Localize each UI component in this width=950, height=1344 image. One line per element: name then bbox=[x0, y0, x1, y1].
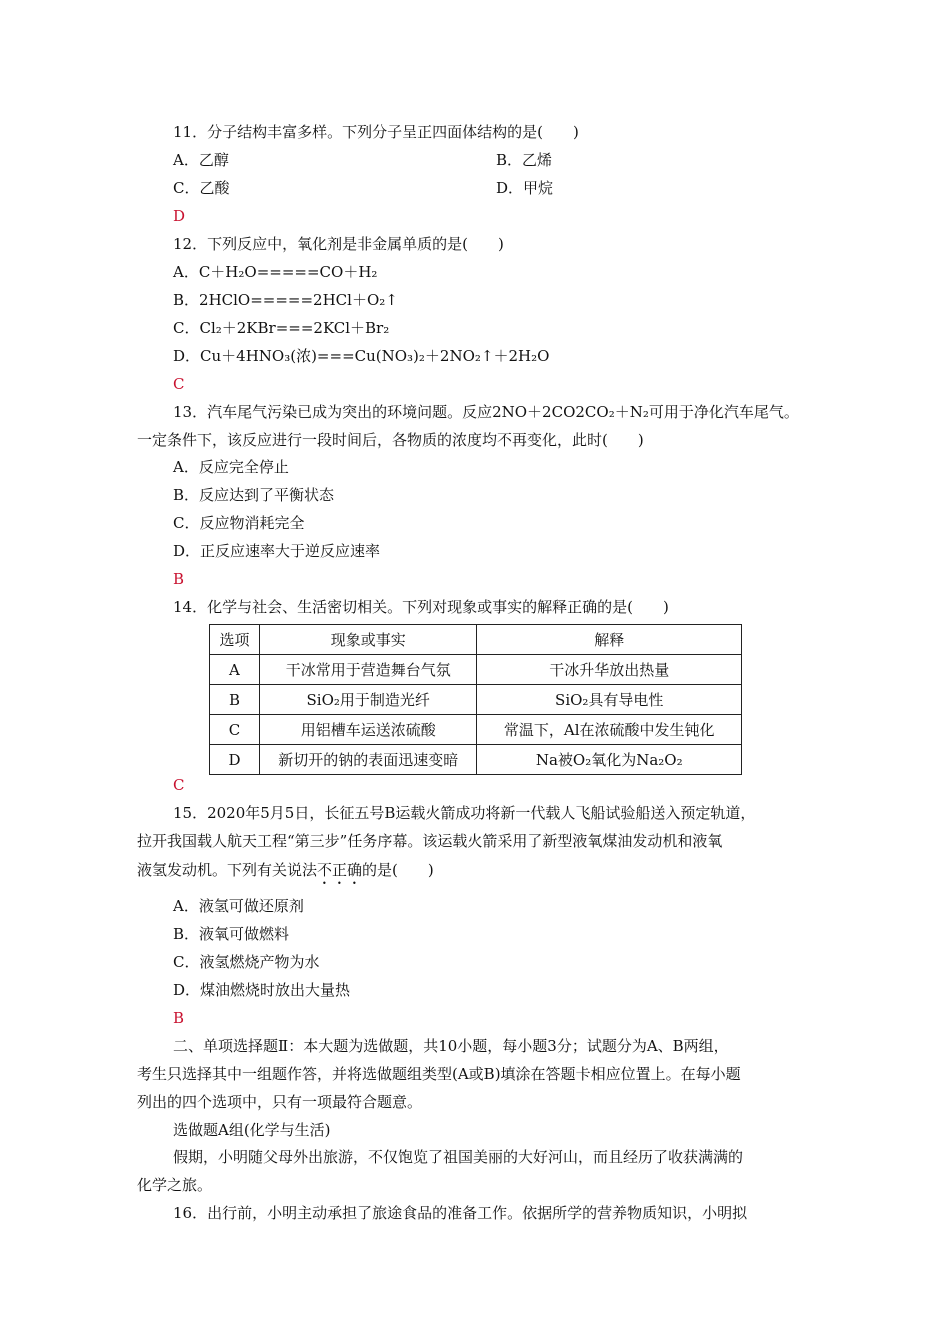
q15-stem-line3 bbox=[137, 860, 434, 888]
q15-stem-line2: 拉开我国载人航天工程“第三步”任务序幕。该运载火箭采用了新型液氧煤油发动机和液氧 bbox=[137, 832, 723, 850]
q15-option-b: B．液氧可做燃料 bbox=[173, 925, 290, 943]
section2-line2: 考生只选择其中一组题作答，并将选做题组类型(A或B)填涂在答题卡相应位置上。在每小题 bbox=[137, 1065, 741, 1083]
table-header-cell: 选项 bbox=[210, 625, 260, 655]
q15-stem-line3-pre: 液氢发动机。下列有关说法 bbox=[137, 861, 318, 879]
table-cell: SiO₂用于制造光纤 bbox=[259, 685, 477, 715]
q15-answer: B bbox=[173, 1009, 185, 1027]
q11-option-a: A．乙醇 bbox=[173, 151, 229, 169]
q16-stem-line1: 16．出行前，小明主动承担了旅途食品的准备工作。依据所学的营养物质知识，小明拟 bbox=[173, 1204, 748, 1222]
table-cell: 干冰常用于营造舞台气氛 bbox=[259, 655, 477, 685]
table-row bbox=[210, 655, 742, 685]
table-cell: B bbox=[210, 685, 260, 715]
table-cell: 常温下，Al在浓硫酸中发生钝化 bbox=[477, 715, 742, 745]
table-cell: C bbox=[210, 715, 260, 745]
q15-option-d: D．煤油燃烧时放出大量热 bbox=[173, 981, 351, 999]
table-cell: 干冰升华放出热量 bbox=[477, 655, 742, 685]
q11-option-d: D．甲烷 bbox=[496, 179, 554, 197]
q11-stem: 11．分子结构丰富多样。下列分子呈正四面体结构的是( ) bbox=[173, 123, 579, 141]
table-header-row bbox=[210, 625, 742, 655]
q13-answer: B bbox=[173, 570, 185, 588]
q15-option-c: C．液氢燃烧产物为水 bbox=[173, 953, 320, 971]
q12-option-a: A．C＋H₂O=====CO＋H₂ bbox=[173, 263, 378, 281]
q14-answer: C bbox=[173, 776, 185, 794]
q15-stem-line1: 15．2020年5月5日，长征五号B运载火箭成功将新一代载人飞船试验船送入预定轨道， bbox=[173, 804, 756, 822]
table-header-cell: 现象或事实 bbox=[259, 625, 477, 655]
q14-stem: 14．化学与社会、生活密切相关。下列对现象或事实的解释正确的是( ) bbox=[173, 598, 669, 616]
q13-option-a: A．反应完全停止 bbox=[173, 458, 289, 476]
q14-table bbox=[209, 624, 742, 775]
group-a-title: 选做题A组(化学与生活) bbox=[173, 1121, 331, 1139]
q13-stem-line2: 一定条件下，该反应进行一段时间后，各物质的浓度均不再变化，此时( ) bbox=[137, 431, 644, 449]
q13-option-c: C．反应物消耗完全 bbox=[173, 514, 305, 532]
q15-option-a: A．液氢可做还原剂 bbox=[173, 897, 304, 915]
table-row bbox=[210, 715, 742, 745]
q12-option-d: D．Cu＋4HNO₃(浓)===Cu(NO₃)₂＋2NO₂↑＋2H₂O bbox=[173, 347, 550, 365]
q12-stem: 12．下列反应中，氧化剂是非金属单质的是( ) bbox=[173, 235, 504, 253]
q15-emphasis-not-correct: 不正确 bbox=[317, 861, 363, 879]
q11-answer: D bbox=[173, 207, 186, 225]
q12-option-c: C．Cl₂＋2KBr===2KCl＋Br₂ bbox=[173, 319, 390, 337]
q13-option-d: D．正反应速率大于逆反应速率 bbox=[173, 542, 381, 560]
q11-option-c: C．乙酸 bbox=[173, 179, 230, 197]
table-row bbox=[210, 685, 742, 715]
q12-answer: C bbox=[173, 375, 185, 393]
table-cell: SiO₂具有导电性 bbox=[477, 685, 742, 715]
table-cell: D bbox=[210, 745, 260, 775]
section2-line3: 列出的四个选项中，只有一项最符合题意。 bbox=[137, 1093, 423, 1111]
table-row bbox=[210, 745, 742, 775]
intro-line2: 化学之旅。 bbox=[137, 1176, 213, 1194]
table-cell: 用铝槽车运送浓硫酸 bbox=[259, 715, 477, 745]
q15-stem-line3-post: 的是( ) bbox=[362, 861, 434, 879]
table-cell: A bbox=[210, 655, 260, 685]
q11-option-b: B．乙烯 bbox=[496, 151, 553, 169]
table-cell: Na被O₂氧化为Na₂O₂ bbox=[477, 745, 742, 775]
q12-option-b: B．2HClO=====2HCl＋O₂↑ bbox=[173, 291, 398, 309]
section2-line1: 二、单项选择题Ⅱ：本大题为选做题，共10小题，每小题3分；试题分为A、B两组， bbox=[173, 1037, 729, 1055]
intro-line1: 假期，小明随父母外出旅游，不仅饱览了祖国美丽的大好河山，而且经历了收获满满的 bbox=[173, 1148, 744, 1166]
table-header-cell: 解释 bbox=[477, 625, 742, 655]
table-cell: 新切开的钠的表面迅速变暗 bbox=[259, 745, 477, 775]
q13-option-b: B．反应达到了平衡状态 bbox=[173, 486, 335, 504]
q13-stem-line1: 13．汽车尾气污染已成为突出的环境问题。反应2NO＋2CO2CO₂＋N₂可用于净化汽车尾气。 bbox=[173, 403, 799, 421]
